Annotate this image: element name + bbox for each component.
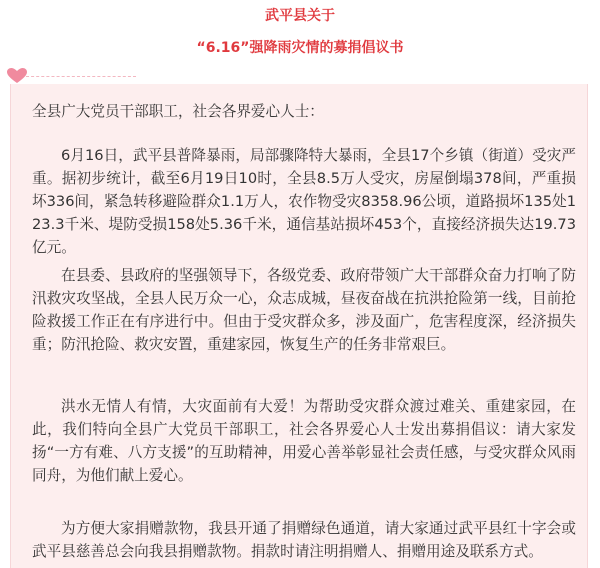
- greeting: 全县广大党员干部职工，社会各界爱心人士：: [32, 103, 324, 120]
- paragraph-disaster-overview: 6月16日，武平县普降暴雨，局部骤降特大暴雨，全县17个乡镇（街道）受灾严重。据初步统计，截至6月19日10时，全县8.5万人受灾，房屋倒塌378间，严重损坏336间，紧急转移避险群众1.1万人，农作物受灾8358.96公顷，道路损坏135处123.3千米、堤防受损158处5.36千米，通信基站损坏453个，直接经济损失达19.73亿元。: [32, 147, 576, 256]
- content-box: [10, 84, 588, 568]
- paragraph-donation-appeal: 洪水无情人有情，大灾面前有大爱！为帮助受灾群众渡过难关、重建家园，在此，我们特向全县广大党员干部职工，社会各界爱心人士发出募捐倡议：请大家发扬“一方有难、八方支援”的互助精神，用爱心善举彰显社会责任感，与受灾群众风雨同舟，为他们献上爱心。: [32, 398, 576, 484]
- paragraph-relief-efforts: 在县委、县政府的坚强领导下，各级党委、政府带领广大干部群众奋力打响了防汛救灾攻坚战，全县人民万众一心，众志成城，昼夜奋战在抗洪抢险第一线，目前抢险救援工作正在有序进行中。但由于受灾群众多，涉及面广，危害程度深，经济损失重；防汛抢险、救灾安置，重建家园，恢复生产的任务非常艰巨。: [32, 267, 576, 353]
- title-line-2: “6.16”强降雨灾情的募捐倡议书: [196, 40, 404, 56]
- heart-icon: [4, 66, 124, 86]
- paragraph-donation-channel: 为方便大家捐赠款物，我县开通了捐赠绿色通道，请大家通过武平县红十字会或武平县慈善总会向我县捐赠款物。捐款时请注明捐赠人、捐赠用途及联系方式。: [32, 520, 576, 560]
- title-line-1: 武平县关于: [265, 8, 335, 24]
